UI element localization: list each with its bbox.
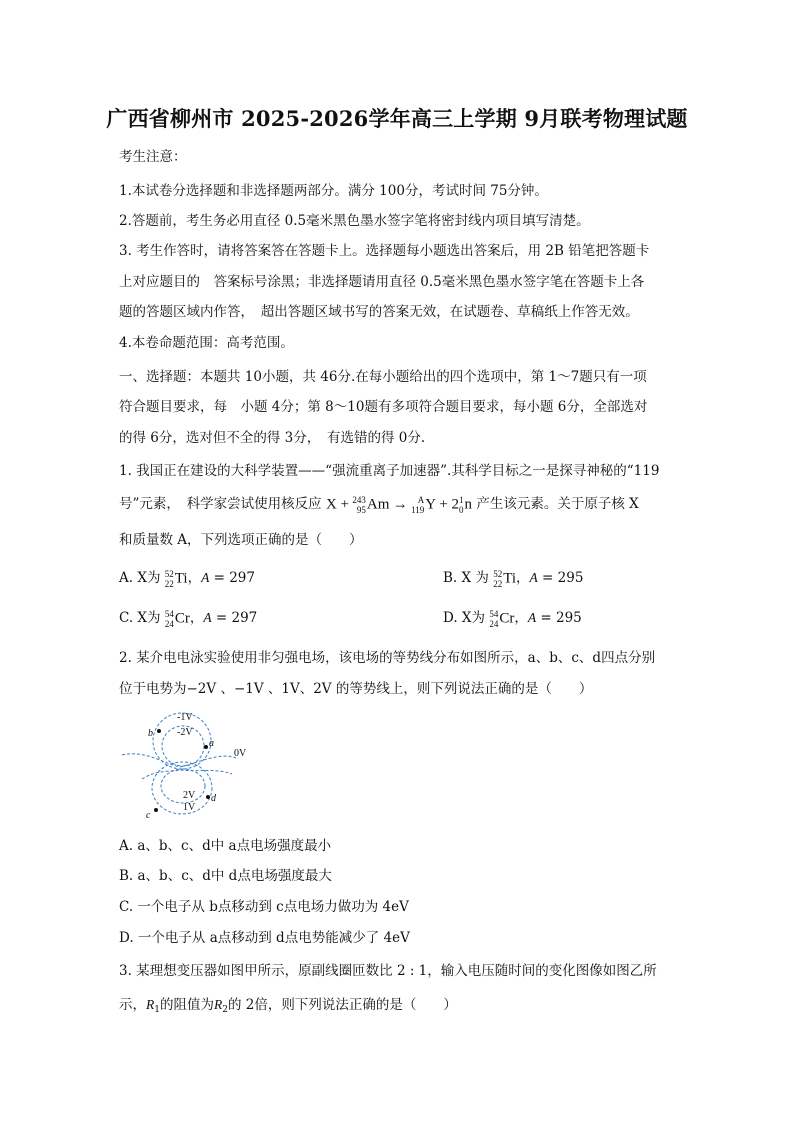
- option-sep: ，: [514, 610, 528, 626]
- y-mass: A: [417, 494, 425, 505]
- label-plus-1v: 1V: [183, 802, 196, 813]
- y-z: 119: [411, 504, 425, 515]
- r2-subscript: 2: [222, 1005, 228, 1015]
- element-symbol: Ti: [503, 570, 517, 586]
- equipotential-figure: [120, 706, 260, 821]
- element-symbol: Ti: [174, 570, 188, 586]
- section1-line-2: 符合题目要求，每 小题 4分；第 8～10题有多项符合题目要求，每小题 6分，全部选对: [119, 399, 648, 415]
- atomic-number: 22: [164, 578, 174, 589]
- point-b: [157, 729, 161, 733]
- n-mass: 1: [459, 494, 464, 505]
- notice-item-2: 2.答题前，考生务必用直径 0.5毫米黑色墨水签字笔将密封线内项目填写清楚。: [119, 213, 590, 229]
- label-zero-v: 0V: [234, 748, 247, 759]
- q2-line-2: 位于电势为−2V 、−1V 、1V、2V 的等势线上，则下列说法正确的是（ ）: [119, 681, 593, 697]
- option-value: = 295: [537, 570, 584, 586]
- y-symbol: Y + 2: [425, 496, 460, 512]
- am-symbol: Am: [366, 496, 390, 512]
- q1-line-2-pre: 号”元素， 科学家尝试使用核反应: [119, 496, 322, 512]
- point-a: [204, 745, 208, 749]
- var-a: A: [527, 610, 537, 625]
- q1-option-a[interactable]: [119, 566, 255, 589]
- option-sep: ，: [187, 570, 202, 586]
- page-title: 广西省柳州市 2025-2026学年高三上学期 9月联考物理试题: [106, 106, 688, 131]
- mass-number: 52: [164, 568, 174, 579]
- equipotential-zero-upper: [122, 754, 236, 767]
- q2-option-c[interactable]: C. 一个电子从 b点移动到 c点电场力做功为 4eV: [119, 899, 409, 915]
- q1-option-d[interactable]: [443, 606, 582, 629]
- atomic-number: 22: [493, 578, 503, 589]
- point-d: [206, 795, 210, 799]
- mass-number: 54: [489, 608, 499, 619]
- section1-line-1: 一、选择题：本题共 10小题，共 46分.在每小题给出的四个选项中，第 1～7题只有一项: [119, 369, 647, 385]
- q2-line-1: 2. 某介电电泳实验使用非匀强电场，该电场的等势线分布如图所示，a、b、c、d四点分别: [119, 650, 656, 666]
- option-value: = 295: [536, 610, 582, 626]
- atomic-number: 24: [164, 618, 174, 629]
- section1-line-3: 的得 6分，选对但不全的得 3分， 有选错的得 0分.: [119, 430, 426, 446]
- notice-item-4: 4.本卷命题范围：高考范围。: [119, 335, 294, 351]
- notice-item-3: 3. 考生作答时，请将答案答在答题卡上。选择题每小题选出答案后，用 2B 铅笔把答题卡: [119, 243, 650, 259]
- q2-option-d[interactable]: D. 一个电子从 a点移动到 d点电势能减少了 4eV: [119, 930, 410, 946]
- q1-line-2-post: 产生该元素。关于原子核 X: [476, 496, 639, 512]
- option-prefix: C. X为: [119, 610, 161, 626]
- q1-line-3: 和质量数 A，下列选项正确的是（ ）: [119, 532, 363, 548]
- option-sep: ，: [516, 570, 530, 586]
- element-symbol: Cr: [499, 610, 515, 626]
- q3-line-2: [119, 993, 457, 1015]
- mass-number: 52: [493, 568, 503, 579]
- option-sep: ，: [189, 610, 204, 626]
- arrow: →: [392, 496, 408, 512]
- label-d: d: [211, 793, 216, 804]
- var-a: A: [203, 610, 212, 625]
- nuclear-reaction: [326, 495, 472, 515]
- notice-item-1: 1.本试卷分选择题和非选择题两部分。满分 100分，考试时间 75分钟。: [119, 183, 548, 199]
- q3-line-1: 3. 某理想变压器如图甲所示，原副线圈匝数比 2 : 1，输入电压随时间的变化图像如图乙所: [119, 963, 657, 979]
- label-a: a: [209, 738, 214, 749]
- atomic-number: 24: [489, 618, 499, 629]
- equipotential-zero-lower: [142, 770, 232, 779]
- am-z: 95: [356, 504, 366, 515]
- n-symbol: n: [464, 496, 473, 512]
- q2-option-a[interactable]: A. a、b、c、d中 a点电场强度最小: [119, 838, 332, 854]
- am-mass: 243: [352, 494, 366, 505]
- resistor-r1: R: [146, 997, 155, 1012]
- q1-option-c[interactable]: [119, 606, 257, 629]
- r1-subscript: 1: [154, 1005, 160, 1015]
- option-prefix: B. X 为: [443, 570, 489, 586]
- resistor-r2: R: [213, 997, 223, 1012]
- var-a: A: [529, 570, 538, 585]
- label-plus-2v: 2V: [183, 790, 196, 801]
- label-minus-2v: -2V: [177, 727, 193, 738]
- label-minus-1v: -1V: [177, 712, 193, 723]
- option-value: = 297: [209, 570, 255, 586]
- label-b: b: [148, 728, 153, 739]
- q1-line-1: 1. 我国正在建设的大科学装置——“强流重离子加速器”.其科学目标之一是探寻神秘的“119: [119, 463, 660, 479]
- q1-option-b[interactable]: [443, 566, 583, 589]
- option-prefix: A. X为: [119, 570, 161, 586]
- q3-line-2-mid: 的阻值为: [159, 997, 214, 1013]
- option-value: = 297: [211, 610, 258, 626]
- notice-item-3-cont-2: 题的答题区域内作答， 超出答题区域书写的答案无效，在试题卷、草稿纸上作答无效。: [119, 304, 639, 320]
- notice-heading: 考生注意：: [119, 149, 187, 165]
- option-prefix: D. X为: [443, 610, 486, 626]
- var-a: A: [201, 570, 210, 585]
- q3-line-2-pre: 示，: [119, 997, 146, 1013]
- mass-number: 54: [164, 608, 174, 619]
- reaction-x: X +: [325, 496, 349, 512]
- q2-option-b[interactable]: B. a、b、c、d中 d点电场强度最大: [119, 868, 332, 884]
- n-z: 0: [459, 504, 464, 515]
- element-symbol: Cr: [174, 610, 190, 626]
- q1-line-2: [119, 492, 639, 515]
- notice-item-3-cont-1: 上对应题目的 答案标号涂黑；非选择题请用直径 0.5毫米黑色墨水签字笔在答题卡上各: [119, 274, 645, 290]
- q3-line-2-post: 的 2倍，则下列说法正确的是（ ）: [227, 997, 457, 1013]
- point-c: [154, 808, 158, 812]
- label-c: c: [146, 810, 151, 821]
